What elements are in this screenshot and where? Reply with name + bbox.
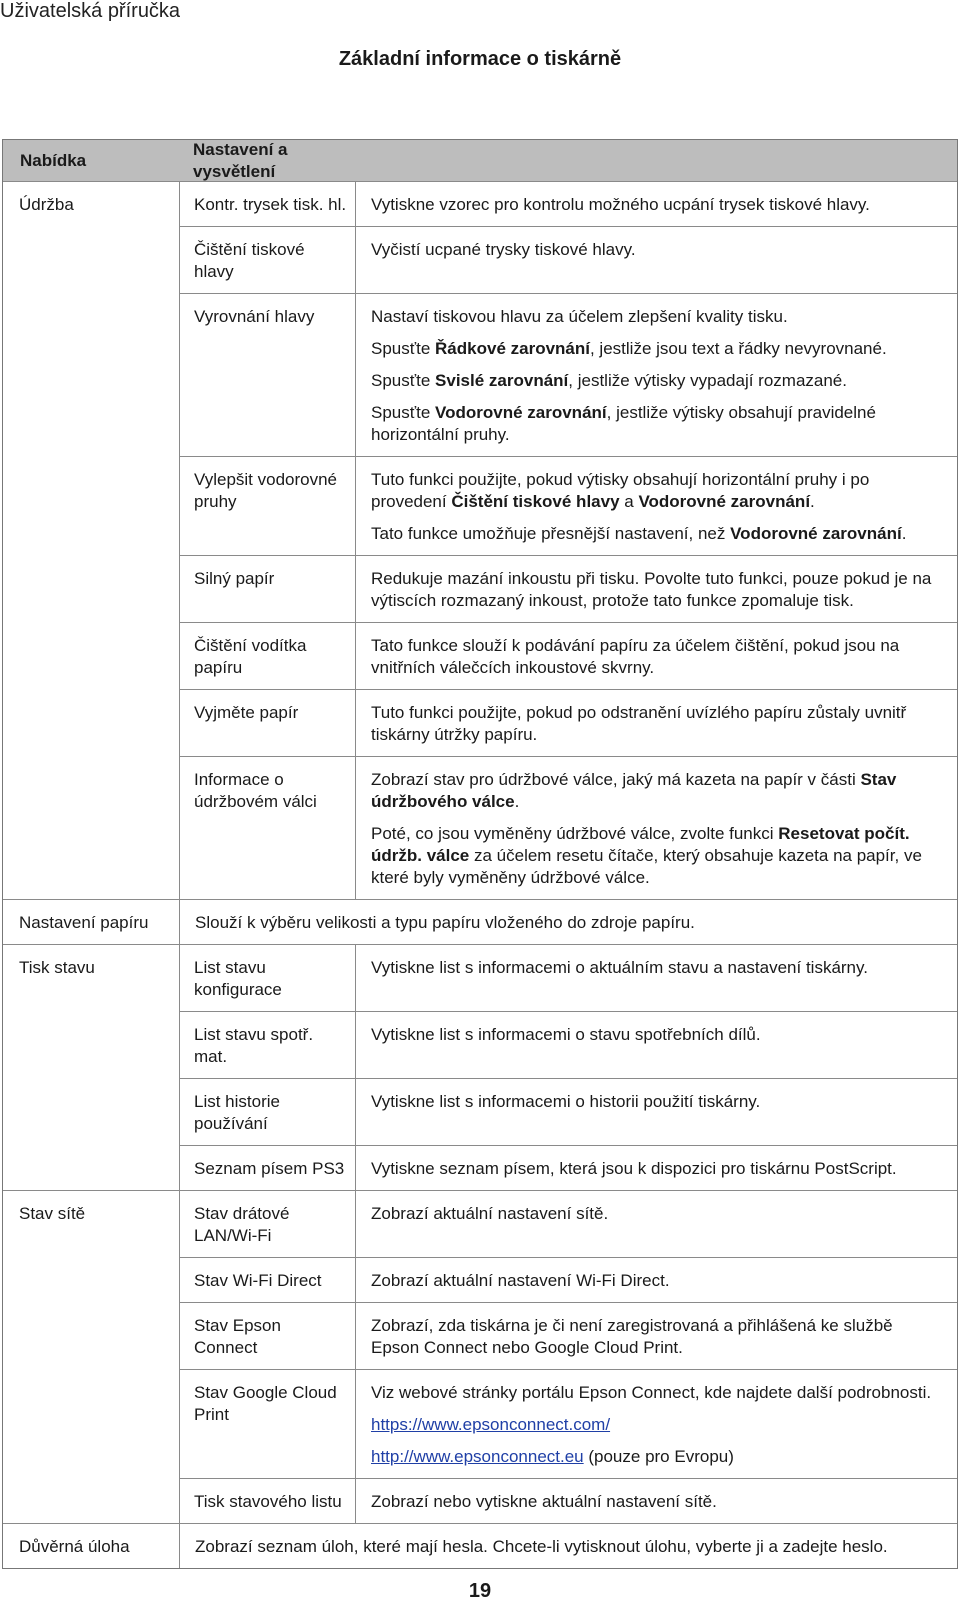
setting-description: Vytiskne vzorec pro kontrolu možného ucpání trysek tiskové hlavy. [371, 195, 870, 214]
text-run: . [810, 492, 815, 511]
option-name: Svislé zarovnání [435, 371, 569, 390]
menu-label-confidential-job: Důvěrná úloha [3, 1524, 180, 1568]
table-row [180, 1478, 957, 1523]
setting-name: Kontr. trysek tisk. hl. [180, 182, 356, 226]
setting-description: Zobrazí aktuální nastavení sítě. [371, 1204, 609, 1223]
setting-description: Redukuje mazání inkoustu při tisku. Povolte tuto funkci, pouze pokud je na výtiscích rozmazaný inkoust, protože tato funkce zpomaluje tisk. [371, 569, 932, 610]
table-row-network-status [3, 1190, 957, 1523]
text-run: (pouze pro Evropu) [583, 1447, 734, 1466]
setting-description [356, 1370, 957, 1478]
table-row-maintenance [3, 181, 957, 899]
table-row [180, 1145, 957, 1190]
table-row-status-print [3, 944, 957, 1190]
setting-description: Zobrazí aktuální nastavení Wi-Fi Direct. [371, 1271, 670, 1290]
setting-description: Zobrazí nebo vytiskne aktuální nastavení sítě. [371, 1492, 717, 1511]
text-run: Tuto funkci použijte, pokud výtisky obsahují horizontální pruhy i po provedení [371, 470, 870, 511]
setting-name: Vyjměte papír [180, 690, 356, 756]
text-run: Spusťte [371, 403, 436, 422]
description-paragraph [371, 823, 939, 889]
setting-name: Stav Google Cloud Print [180, 1370, 356, 1478]
option-name: Vodorovné zarovnání [730, 524, 902, 543]
menu-label-network-status: Stav sítě [3, 1191, 180, 1523]
description-paragraph [371, 338, 939, 360]
description-paragraph [371, 370, 939, 392]
option-name: Čištění tiskové hlavy [451, 492, 620, 511]
menu-label-paper-setup: Nastavení papíru [3, 900, 180, 944]
table-row-confidential-job [3, 1523, 957, 1568]
table-row [180, 182, 957, 226]
setting-name: Stav drátové LAN/Wi-Fi [180, 1191, 356, 1257]
text-run: , jestliže jsou text a řádky nevyrovnané. [589, 339, 887, 358]
table-row [180, 1191, 957, 1257]
table-header-row [3, 140, 957, 181]
page-number: 19 [468, 1580, 492, 1600]
epson-connect-link[interactable]: https://www.epsonconnect.com/ [371, 1415, 611, 1434]
column-header-settings: Nastavení a vysvětlení [193, 139, 288, 181]
text-run: , jestliže výtisky obsahují pravidelné horizontální pruhy. [371, 403, 876, 444]
table-row [180, 1369, 957, 1478]
setting-name: List stavu konfigurace [180, 945, 356, 1011]
text-run: a [619, 492, 639, 511]
setting-name: Seznam písem PS3 [180, 1146, 356, 1190]
table-row [180, 622, 957, 689]
setting-description [356, 294, 957, 456]
table-row [180, 945, 957, 1011]
table-row-paper-setup [3, 899, 957, 944]
description-paragraph [371, 1414, 939, 1436]
table-row [180, 1078, 957, 1145]
setting-description: Vytiskne list s informacemi o aktuálním stavu a nastavení tiskárny. [371, 958, 868, 977]
table-row [180, 1011, 957, 1078]
text-run: Zobrazí stav pro údržbové válce, jaký má kazeta na papír v části [371, 770, 861, 789]
option-name: Vodorovné zarovnání [435, 403, 607, 422]
setting-name: Čištění vodítka papíru [180, 623, 356, 689]
description-paragraph [371, 1446, 939, 1468]
setting-description: Vytiskne list s informacemi o stavu spotřebních dílů. [371, 1025, 761, 1044]
table-row [180, 456, 957, 555]
setting-name: Stav Wi-Fi Direct [180, 1258, 356, 1302]
description-paragraph: Viz webové stránky portálu Epson Connect, kde najdete další podrobnosti. [371, 1383, 932, 1402]
column-header-menu: Nabídka [20, 150, 87, 170]
setting-name: Vylepšit vodorovné pruhy [180, 457, 356, 555]
table-row [180, 1302, 957, 1369]
setting-description: Zobrazí, zda tiskárna je či není zaregistrovaná a přihlášená ke službě Epson Connect nebo Google Cloud Print. [371, 1316, 893, 1357]
setting-name: List historie používání [180, 1079, 356, 1145]
setting-description [356, 457, 957, 555]
setting-description: Zobrazí seznam úloh, které mají hesla. Chcete-li vytisknout úlohu, vyberte ji a zadejte heslo. [195, 1537, 888, 1556]
setting-name: List stavu spotř. mat. [180, 1012, 356, 1078]
setting-name: Vyrovnání hlavy [180, 294, 356, 456]
description-paragraph [371, 523, 939, 545]
text-run: Tato funkce umožňuje přesnější nastavení, než [371, 524, 731, 543]
text-run: Spusťte [371, 371, 436, 390]
table-row [180, 689, 957, 756]
section-title: Základní informace o tiskárně [338, 48, 622, 70]
description-paragraph [371, 469, 939, 513]
setting-description: Vyčistí ucpané trysky tiskové hlavy. [371, 240, 636, 259]
setting-description: Tato funkce slouží k podávání papíru za účelem čištění, pokud jsou na vnitřních válečcích inkoustové skvrny. [371, 636, 900, 677]
option-name: Vodorovné zarovnání [638, 492, 811, 511]
setting-name: Tisk stavového listu [180, 1479, 356, 1523]
option-name: Řádkové zarovnání [435, 339, 590, 358]
text-run: . [514, 792, 520, 811]
text-run: Spusťte [371, 339, 436, 358]
option-name: Resetovat počít. údržb. válce [371, 824, 910, 865]
text-run: Poté, co jsou vyměněny údržbové válce, zvolte funkci [371, 824, 779, 843]
setting-description [356, 757, 957, 899]
setting-name: Čištění tiskové hlavy [180, 227, 356, 293]
setting-name: Informace o údržbovém válci [180, 757, 356, 899]
text-run: . [901, 524, 907, 543]
manual-title: Uživatelská příručka [0, 0, 181, 22]
epson-connect-eu-link[interactable]: http://www.epsonconnect.eu [371, 1447, 584, 1466]
table-row [180, 1257, 957, 1302]
setting-description: Vytiskne list s informacemi o historii použití tiskárny. [371, 1092, 761, 1111]
menu-label-status-print: Tisk stavu [3, 945, 180, 1190]
setting-description: Vytiskne seznam písem, která jsou k dispozici pro tiskárnu PostScript. [371, 1159, 897, 1178]
settings-table [2, 139, 958, 1569]
text-run: za účelem resetu čítače, který obsahuje kazeta na papír, ve které byly vyměněny údržbové válce. [371, 846, 922, 887]
description-paragraph: Nastaví tiskovou hlavu za účelem zlepšení kvality tisku. [371, 307, 788, 326]
description-paragraph [371, 769, 939, 813]
table-row [180, 555, 957, 622]
table-row [180, 226, 957, 293]
setting-description: Tuto funkci použijte, pokud po odstranění uvízlého papíru zůstaly uvnitř tiskárny útržky papíru. [371, 703, 907, 744]
setting-name: Stav Epson Connect [180, 1303, 356, 1369]
setting-description: Slouží k výběru velikosti a typu papíru vloženého do zdroje papíru. [195, 913, 695, 932]
option-name: Stav údržbového válce [371, 770, 897, 811]
menu-label-maintenance: Údržba [3, 182, 180, 899]
table-row [180, 756, 957, 899]
setting-name: Silný papír [180, 556, 356, 622]
table-row [180, 293, 957, 456]
text-run: , jestliže výtisky vypadají rozmazané. [568, 371, 847, 390]
description-paragraph [371, 402, 939, 446]
